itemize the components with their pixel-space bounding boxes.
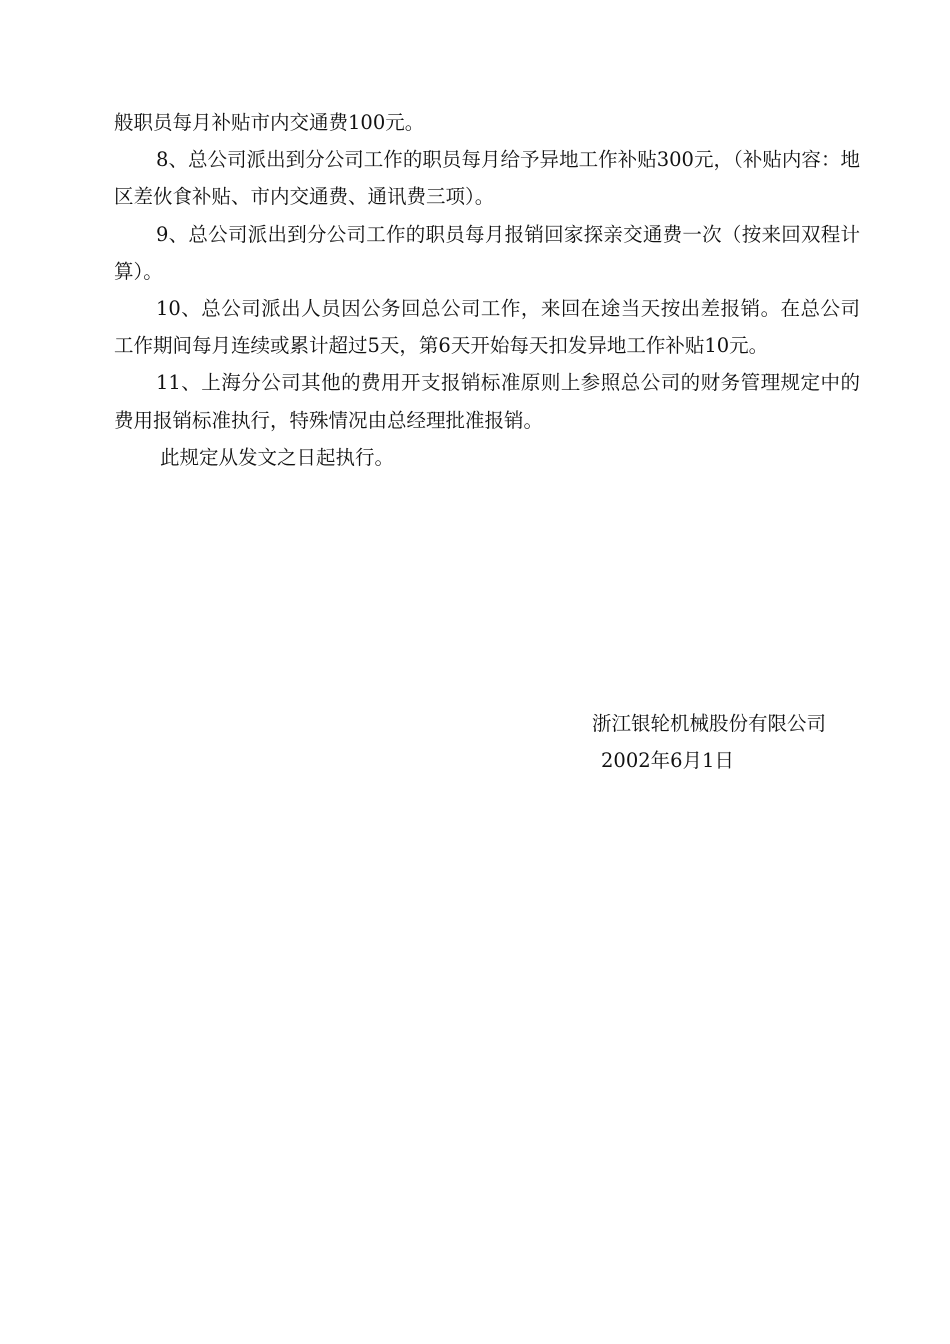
document-body (114, 104, 860, 476)
closing-statement: 此规定从发文之日起执行。 (160, 445, 395, 469)
signature-company: 浙江银轮机械股份有限公司 (592, 712, 827, 735)
signature-block (592, 705, 872, 779)
paragraph-item-9: 9、总公司派出到分公司工作的职员每月报销回家探亲交通费一次（按来回双程计算）。 (114, 222, 860, 283)
paragraph-item-11: 11、上海分公司其他的费用开支报销标准原则上参照总公司的财务管理规定中的费用报销标准执行，特殊情况由总经理批准报销。 (114, 371, 860, 432)
paragraph-item-10: 10、总公司派出人员因公务回总公司工作，来回在途当天按出差报销。在总公司工作期间每月连续或累计超过5天，第6天开始每天扣发异地工作补贴10元。 (114, 297, 860, 358)
paragraph-item-8: 8、总公司派出到分公司工作的职员每月给予异地工作补贴300元，（补贴内容：地区差伙食补贴、市内交通费、通讯费三项）。 (114, 148, 860, 209)
paragraph-continuation: 般职员每月补贴市内交通费100元。 (114, 111, 425, 134)
signature-date: 2002年6月1日 (601, 749, 734, 773)
